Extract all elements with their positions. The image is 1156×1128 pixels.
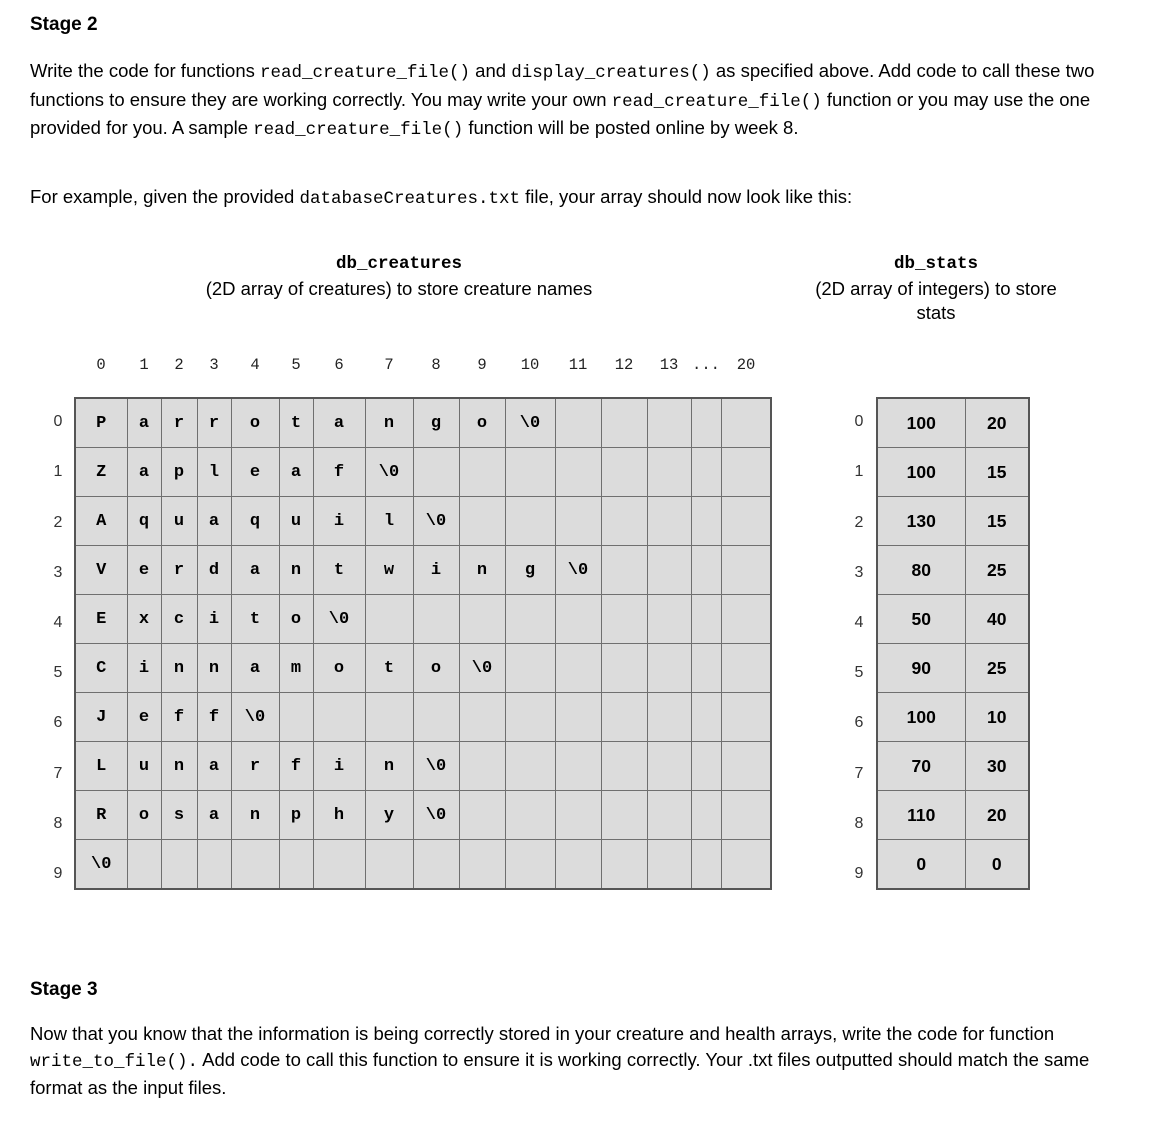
paragraph-text: function will be posted online by week 8. bbox=[463, 117, 799, 138]
column-index: 5 bbox=[291, 356, 301, 374]
creature-cell: r bbox=[197, 398, 231, 448]
stats-cell: 25 bbox=[965, 644, 1029, 693]
creature-cell bbox=[647, 546, 691, 595]
creature-cell: o bbox=[413, 644, 459, 693]
stats-row-index: 8 bbox=[854, 814, 864, 832]
paragraph-text: Write the code for functions bbox=[30, 60, 260, 81]
creature-row-8 bbox=[75, 791, 771, 840]
column-index: 2 bbox=[174, 356, 184, 374]
creature-cell bbox=[197, 840, 231, 890]
column-index: 4 bbox=[250, 356, 260, 374]
creature-cell bbox=[691, 497, 721, 546]
paragraph-text: Add code to call this function to ensure it is working correctly. Your .txt files outputted should match the same format as the input files. bbox=[30, 1048, 1090, 1098]
creature-cell: f bbox=[279, 742, 313, 791]
creature-cell bbox=[413, 595, 459, 644]
creature-row-index: 0 bbox=[53, 413, 63, 431]
creature-row-0 bbox=[75, 398, 771, 448]
stats-row-3 bbox=[877, 546, 1029, 595]
creature-cell bbox=[647, 791, 691, 840]
stats-cell: 0 bbox=[877, 840, 965, 890]
creature-cell: n bbox=[231, 791, 279, 840]
creature-cell bbox=[601, 644, 647, 693]
creature-row-index: 6 bbox=[53, 714, 63, 732]
creature-row-index: 2 bbox=[53, 513, 63, 531]
creature-cell bbox=[721, 644, 771, 693]
creature-cell: a bbox=[231, 644, 279, 693]
creature-cell bbox=[647, 742, 691, 791]
column-index: 6 bbox=[334, 356, 344, 374]
creature-cell: n bbox=[161, 644, 197, 693]
stats-row-0 bbox=[877, 398, 1029, 448]
creature-cell bbox=[647, 595, 691, 644]
creature-cell: h bbox=[313, 791, 365, 840]
column-index: 1 bbox=[139, 356, 149, 374]
creature-cell bbox=[313, 840, 365, 890]
creature-cell: f bbox=[313, 448, 365, 497]
creature-cell: r bbox=[231, 742, 279, 791]
paragraph-text: as specified above. Add code to call these two functions to ensure they are working correctly. You may write your own bbox=[30, 60, 1095, 110]
stats-row-7 bbox=[877, 742, 1029, 791]
creature-cell: \0 bbox=[313, 595, 365, 644]
creature-row-index: 3 bbox=[53, 563, 63, 581]
creature-cell bbox=[601, 497, 647, 546]
creature-cell bbox=[601, 840, 647, 890]
creature-cell: e bbox=[127, 546, 161, 595]
creature-cell bbox=[555, 448, 601, 497]
db-stats-subtitle: (2D array of integers) to store stats bbox=[815, 278, 1057, 323]
creature-cell bbox=[555, 693, 601, 742]
column-index: 13 bbox=[659, 356, 679, 374]
creature-cell: \0 bbox=[459, 644, 505, 693]
creature-row-1 bbox=[75, 448, 771, 497]
stats-cell: 100 bbox=[877, 398, 965, 448]
creature-cell bbox=[721, 595, 771, 644]
creature-cell: e bbox=[127, 693, 161, 742]
creature-cell: i bbox=[197, 595, 231, 644]
creature-cell bbox=[601, 448, 647, 497]
creature-cell bbox=[601, 693, 647, 742]
creature-cell bbox=[555, 791, 601, 840]
creature-cell bbox=[279, 693, 313, 742]
creature-cell: a bbox=[197, 497, 231, 546]
creature-cell bbox=[505, 742, 555, 791]
creature-cell bbox=[413, 693, 459, 742]
stats-cell: 130 bbox=[877, 497, 965, 546]
paragraph-text: function or you may use the one provided for you. A sample bbox=[30, 88, 1091, 138]
creature-cell: V bbox=[75, 546, 127, 595]
creature-cell: y bbox=[365, 791, 413, 840]
creature-cell bbox=[365, 693, 413, 742]
stats-row-5 bbox=[877, 644, 1029, 693]
creature-cell bbox=[127, 840, 161, 890]
creature-cell: \0 bbox=[231, 693, 279, 742]
creature-cell bbox=[459, 693, 505, 742]
stage3-paragraph bbox=[30, 1021, 1120, 1101]
stats-cell: 30 bbox=[965, 742, 1029, 791]
creature-cell: n bbox=[365, 398, 413, 448]
creature-cell: J bbox=[75, 693, 127, 742]
creature-cell: A bbox=[75, 497, 127, 546]
creature-cell: c bbox=[161, 595, 197, 644]
creature-cell: \0 bbox=[505, 398, 555, 448]
creature-row-4 bbox=[75, 595, 771, 644]
db-creatures-grid bbox=[74, 397, 772, 890]
stats-cell: 20 bbox=[965, 791, 1029, 840]
stage2-heading: Stage 2 bbox=[30, 14, 98, 35]
column-index: 11 bbox=[568, 356, 588, 374]
creature-cell: d bbox=[197, 546, 231, 595]
creature-row-index: 4 bbox=[53, 613, 63, 631]
db-stats-title: db_stats bbox=[893, 254, 978, 274]
column-index: 8 bbox=[431, 356, 441, 374]
column-index: 3 bbox=[209, 356, 219, 374]
stage3-heading: Stage 3 bbox=[30, 979, 98, 1000]
creature-cell: \0 bbox=[413, 791, 459, 840]
creature-cell bbox=[691, 644, 721, 693]
creature-cell: E bbox=[75, 595, 127, 644]
creature-cell bbox=[555, 497, 601, 546]
column-index: ... bbox=[692, 356, 720, 374]
column-index: 0 bbox=[96, 356, 106, 374]
creature-cell: o bbox=[279, 595, 313, 644]
creature-cell bbox=[647, 497, 691, 546]
creature-cell bbox=[721, 497, 771, 546]
creature-cell bbox=[505, 644, 555, 693]
creature-cell bbox=[721, 398, 771, 448]
creature-cell: g bbox=[413, 398, 459, 448]
stats-row-index: 4 bbox=[854, 613, 864, 631]
creature-cell bbox=[601, 742, 647, 791]
creature-cell bbox=[459, 497, 505, 546]
column-index: 9 bbox=[477, 356, 487, 374]
creature-cell: a bbox=[197, 742, 231, 791]
creature-cell: t bbox=[365, 644, 413, 693]
stats-row-index: 9 bbox=[854, 864, 864, 882]
creature-cell bbox=[459, 742, 505, 791]
column-index: 20 bbox=[736, 356, 756, 374]
creature-row-index: 1 bbox=[53, 463, 63, 481]
stats-row-8 bbox=[877, 791, 1029, 840]
creature-cell bbox=[647, 644, 691, 693]
creature-cell bbox=[691, 840, 721, 890]
creature-cell bbox=[555, 644, 601, 693]
creature-cell: i bbox=[313, 497, 365, 546]
creature-cell: i bbox=[413, 546, 459, 595]
creature-cell bbox=[647, 448, 691, 497]
creature-cell: o bbox=[313, 644, 365, 693]
stats-row-1 bbox=[877, 448, 1029, 497]
inline-code: databaseCreatures.txt bbox=[299, 189, 520, 209]
creature-row-9 bbox=[75, 840, 771, 890]
creature-cell bbox=[691, 693, 721, 742]
db-stats-grid bbox=[876, 397, 1030, 890]
stats-row-index: 2 bbox=[854, 513, 864, 531]
creature-cell: o bbox=[231, 398, 279, 448]
creature-cell: o bbox=[459, 398, 505, 448]
creature-cell: w bbox=[365, 546, 413, 595]
stats-row-index: 3 bbox=[854, 563, 864, 581]
creature-cell bbox=[313, 693, 365, 742]
stats-cell: 100 bbox=[877, 448, 965, 497]
creature-cell: t bbox=[279, 398, 313, 448]
creature-cell bbox=[555, 398, 601, 448]
column-index: 10 bbox=[520, 356, 540, 374]
creature-cell: n bbox=[197, 644, 231, 693]
creature-cell: q bbox=[231, 497, 279, 546]
creature-row-3 bbox=[75, 546, 771, 595]
stats-cell: 50 bbox=[877, 595, 965, 644]
creature-cell: f bbox=[161, 693, 197, 742]
creature-cell bbox=[279, 840, 313, 890]
stats-row-6 bbox=[877, 693, 1029, 742]
creature-cell: n bbox=[161, 742, 197, 791]
creature-cell: Z bbox=[75, 448, 127, 497]
creature-cell bbox=[459, 791, 505, 840]
creature-cell bbox=[505, 497, 555, 546]
creature-cell: L bbox=[75, 742, 127, 791]
creature-cell: a bbox=[127, 398, 161, 448]
creature-cell bbox=[161, 840, 197, 890]
creature-row-2 bbox=[75, 497, 771, 546]
creature-cell bbox=[555, 595, 601, 644]
creature-cell bbox=[601, 791, 647, 840]
stats-cell: 10 bbox=[965, 693, 1029, 742]
creature-cell: a bbox=[127, 448, 161, 497]
stats-cell: 70 bbox=[877, 742, 965, 791]
creature-cell: l bbox=[365, 497, 413, 546]
creature-cell: t bbox=[231, 595, 279, 644]
creature-cell: a bbox=[197, 791, 231, 840]
creature-cell: r bbox=[161, 398, 197, 448]
db-creatures-title: db_creatures bbox=[335, 254, 463, 274]
creature-cell: q bbox=[127, 497, 161, 546]
creature-cell bbox=[721, 742, 771, 791]
creature-row-5 bbox=[75, 644, 771, 693]
stats-cell: 15 bbox=[965, 497, 1029, 546]
creature-cell bbox=[647, 398, 691, 448]
creature-row-index: 9 bbox=[53, 864, 63, 882]
creature-cell bbox=[691, 791, 721, 840]
creature-row-7 bbox=[75, 742, 771, 791]
creature-cell bbox=[647, 840, 691, 890]
creature-cell: i bbox=[127, 644, 161, 693]
creature-cell bbox=[601, 398, 647, 448]
creature-cell bbox=[231, 840, 279, 890]
creature-cell: \0 bbox=[555, 546, 601, 595]
creature-cell: f bbox=[197, 693, 231, 742]
stats-cell: 80 bbox=[877, 546, 965, 595]
creature-cell: \0 bbox=[413, 742, 459, 791]
paragraph-text: Now that you know that the information is being correctly stored in your creature and health arrays, write the code for function bbox=[30, 1023, 1055, 1044]
creature-cell bbox=[721, 840, 771, 890]
creature-cell: t bbox=[313, 546, 365, 595]
stats-row-2 bbox=[877, 497, 1029, 546]
inline-code: write_to_file(). bbox=[30, 1051, 199, 1072]
creature-cell: m bbox=[279, 644, 313, 693]
creature-cell: e bbox=[231, 448, 279, 497]
creature-cell bbox=[505, 791, 555, 840]
creature-row-index: 7 bbox=[53, 764, 63, 782]
creature-cell bbox=[691, 398, 721, 448]
creature-cell: n bbox=[459, 546, 505, 595]
stats-cell: 15 bbox=[965, 448, 1029, 497]
stats-row-index: 1 bbox=[854, 463, 864, 481]
creature-cell: a bbox=[279, 448, 313, 497]
stage2-example-paragraph bbox=[30, 184, 1120, 213]
inline-code: read_creature_file() bbox=[611, 91, 822, 112]
paragraph-text: and bbox=[470, 60, 512, 81]
creature-cell bbox=[601, 546, 647, 595]
creature-cell bbox=[459, 595, 505, 644]
creature-cell: g bbox=[505, 546, 555, 595]
creature-cell: i bbox=[313, 742, 365, 791]
creature-cell bbox=[691, 595, 721, 644]
inline-code: read_creature_file() bbox=[253, 120, 464, 140]
creature-cell: p bbox=[161, 448, 197, 497]
creature-cell bbox=[555, 840, 601, 890]
creature-cell bbox=[365, 840, 413, 890]
stats-cell: 110 bbox=[877, 791, 965, 840]
paragraph-text: For example, given the provided bbox=[30, 186, 300, 207]
creature-cell: u bbox=[161, 497, 197, 546]
creature-row-index: 5 bbox=[53, 664, 63, 682]
stats-cell: 90 bbox=[877, 644, 965, 693]
creature-cell bbox=[505, 693, 555, 742]
creature-cell bbox=[413, 448, 459, 497]
stats-row-4 bbox=[877, 595, 1029, 644]
creature-cell bbox=[691, 742, 721, 791]
creature-cell: u bbox=[127, 742, 161, 791]
stats-cell: 25 bbox=[965, 546, 1029, 595]
creature-cell: s bbox=[161, 791, 197, 840]
stage2-paragraph bbox=[30, 58, 1120, 144]
stats-cell: 40 bbox=[965, 595, 1029, 644]
stats-cell: 100 bbox=[877, 693, 965, 742]
creature-cell: p bbox=[279, 791, 313, 840]
creature-cell bbox=[721, 693, 771, 742]
creature-cell bbox=[505, 840, 555, 890]
creature-cell bbox=[505, 448, 555, 497]
creature-cell bbox=[459, 840, 505, 890]
creature-cell: C bbox=[75, 644, 127, 693]
creature-cell bbox=[691, 448, 721, 497]
creature-cell: n bbox=[365, 742, 413, 791]
creature-cell: \0 bbox=[75, 840, 127, 890]
column-index: 7 bbox=[384, 356, 394, 374]
db-creatures-subtitle: (2D array of creatures) to store creature names bbox=[205, 278, 593, 299]
creature-cell bbox=[505, 595, 555, 644]
creature-cell: x bbox=[127, 595, 161, 644]
creature-cell: r bbox=[161, 546, 197, 595]
creature-row-6 bbox=[75, 693, 771, 742]
creature-cell: \0 bbox=[365, 448, 413, 497]
stats-cell: 20 bbox=[965, 398, 1029, 448]
inline-code: display_creatures() bbox=[511, 63, 711, 83]
creature-cell bbox=[365, 595, 413, 644]
creature-cell: l bbox=[197, 448, 231, 497]
creature-cell: a bbox=[313, 398, 365, 448]
creature-cell bbox=[555, 742, 601, 791]
creature-cell bbox=[721, 791, 771, 840]
stats-row-index: 6 bbox=[854, 714, 864, 732]
creature-cell bbox=[413, 840, 459, 890]
creature-cell: R bbox=[75, 791, 127, 840]
creature-cell bbox=[601, 595, 647, 644]
stats-row-index: 5 bbox=[854, 664, 864, 682]
stats-row-index: 7 bbox=[854, 764, 864, 782]
inline-code: read_creature_file() bbox=[260, 63, 471, 83]
creature-cell bbox=[721, 448, 771, 497]
creature-cell: o bbox=[127, 791, 161, 840]
creature-row-index: 8 bbox=[53, 814, 63, 832]
stats-cell: 0 bbox=[965, 840, 1029, 890]
stats-row-9 bbox=[877, 840, 1029, 890]
creature-cell bbox=[459, 448, 505, 497]
column-index: 12 bbox=[614, 356, 634, 374]
creature-cell: \0 bbox=[413, 497, 459, 546]
creature-cell bbox=[647, 693, 691, 742]
creature-cell bbox=[721, 546, 771, 595]
creature-cell: u bbox=[279, 497, 313, 546]
creature-cell: n bbox=[279, 546, 313, 595]
stats-row-index: 0 bbox=[854, 413, 864, 431]
creature-cell: a bbox=[231, 546, 279, 595]
paragraph-text: file, your array should now look like this: bbox=[519, 186, 853, 207]
creature-cell: P bbox=[75, 398, 127, 448]
creature-cell bbox=[691, 546, 721, 595]
